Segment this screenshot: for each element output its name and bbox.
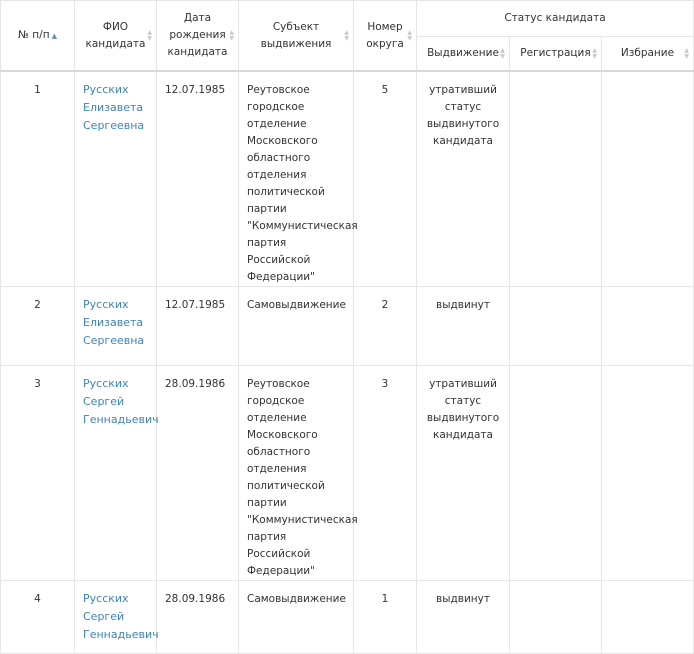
cell-nomination: утративший статус выдвинутого кандидата — [417, 366, 510, 581]
column-header-subject[interactable] — [239, 1, 354, 72]
cell-nomination: выдвинут — [417, 581, 510, 654]
cell-fio — [75, 366, 157, 581]
cell-subject: Самовыдвижение — [239, 287, 354, 366]
sort-icon: ▲ ▼ — [229, 28, 234, 42]
cell-dob: 28.09.1986 — [157, 366, 239, 581]
cell-okrug: 3 — [354, 366, 417, 581]
cell-okrug: 5 — [354, 71, 417, 287]
column-header-num[interactable] — [1, 1, 75, 72]
sort-icon: ▲ ▼ — [407, 28, 412, 42]
column-header-fio-label: ФИО кандидата — [85, 20, 146, 50]
column-header-dob-label: Дата рождения кандидата — [167, 12, 228, 58]
sort-icon: ▲ ▼ — [684, 46, 690, 60]
sort-icon: ▲ ▼ — [592, 46, 597, 60]
column-header-fio[interactable] — [75, 1, 157, 72]
column-header-election-label: Избрание — [620, 47, 675, 59]
table-row — [1, 287, 694, 366]
column-header-okrug[interactable] — [354, 1, 417, 72]
column-header-okrug-label: Номер округа — [366, 20, 404, 50]
candidate-link[interactable]: Русских Елизавета Сергеевна — [83, 298, 145, 347]
column-header-num-label: № п/п — [18, 28, 50, 41]
sort-icon: ▲ ▼ — [344, 28, 349, 42]
column-header-registration-label: Регистрация — [520, 47, 591, 59]
cell-election — [602, 581, 694, 654]
column-group-status — [417, 1, 694, 37]
column-header-subject-label: Субъект выдвижения — [260, 20, 332, 50]
cell-dob: 12.07.1985 — [157, 71, 239, 287]
cell-okrug: 1 — [354, 581, 417, 654]
table-row — [1, 71, 694, 287]
cell-fio — [75, 71, 157, 287]
column-header-registration[interactable] — [510, 37, 602, 72]
column-group-status-label: Статус кандидата — [504, 12, 606, 24]
sort-icon: ▲ ▼ — [500, 46, 505, 60]
cell-dob: 12.07.1985 — [157, 287, 239, 366]
cell-election — [602, 366, 694, 581]
column-header-nomination[interactable] — [417, 37, 510, 72]
sort-icon: ▲ ▼ — [147, 28, 152, 42]
cell-registration — [510, 71, 602, 287]
cell-num: 1 — [1, 71, 75, 287]
cell-election — [602, 71, 694, 287]
cell-registration — [510, 581, 602, 654]
candidate-link[interactable]: Русских Елизавета Сергеевна — [83, 83, 145, 132]
candidate-link[interactable]: Русских Сергей Геннадьевич — [83, 377, 159, 426]
sort-ascending-icon: ▲ — [51, 31, 57, 40]
table-row — [1, 581, 694, 654]
candidate-link[interactable]: Русских Сергей Геннадьевич — [83, 592, 159, 641]
cell-registration — [510, 366, 602, 581]
cell-subject: Реутовское городское отделение Московского областного отделения политической партии "Коммунистическая партия Российской Федерации" — [239, 366, 354, 581]
cell-nomination: утративший статус выдвинутого кандидата — [417, 71, 510, 287]
cell-fio — [75, 287, 157, 366]
cell-okrug: 2 — [354, 287, 417, 366]
cell-num: 3 — [1, 366, 75, 581]
table-row — [1, 366, 694, 581]
cell-fio — [75, 581, 157, 654]
cell-subject: Самовыдвижение — [239, 581, 354, 654]
cell-subject: Реутовское городское отделение Московского областного отделения политической партии "Коммунистическая партия Российской Федерации" — [239, 71, 354, 287]
cell-registration — [510, 287, 602, 366]
column-header-dob[interactable] — [157, 1, 239, 72]
column-header-election[interactable] — [602, 37, 694, 72]
cell-num: 2 — [1, 287, 75, 366]
cell-dob: 28.09.1986 — [157, 581, 239, 654]
cell-election — [602, 287, 694, 366]
cell-num: 4 — [1, 581, 75, 654]
cell-nomination: выдвинут — [417, 287, 510, 366]
column-header-nomination-label: Выдвижение — [427, 47, 499, 59]
